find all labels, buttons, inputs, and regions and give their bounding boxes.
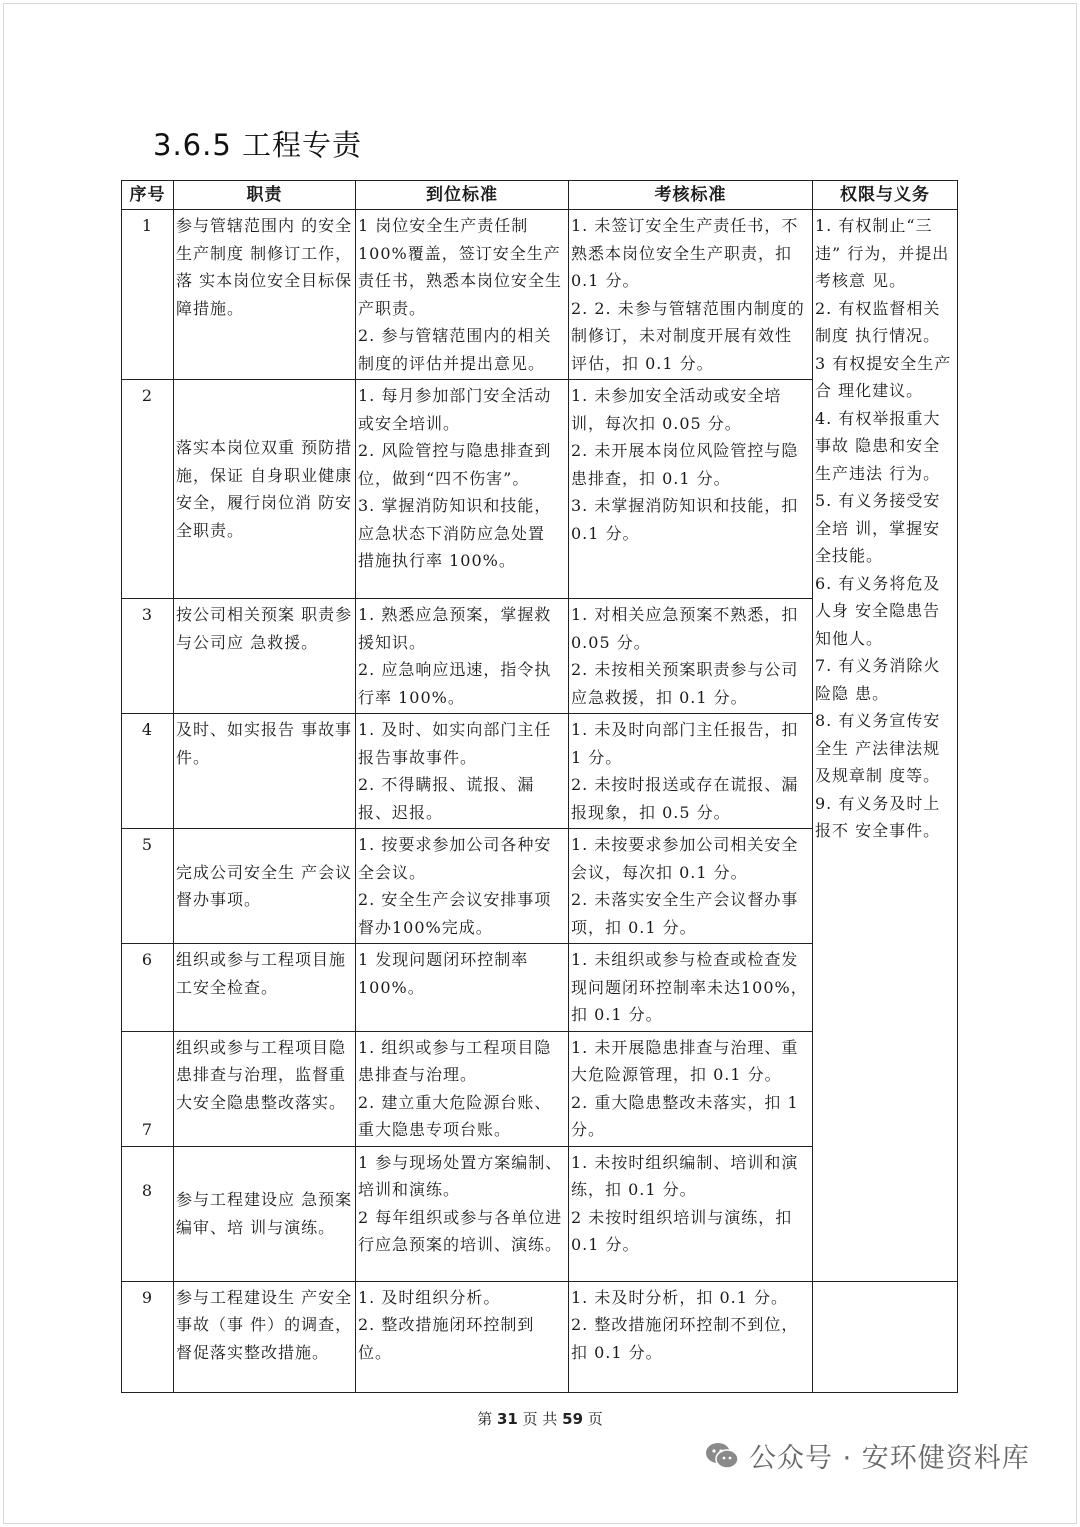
standard-item: 2. 安全生产会议安排事项督办100%完成。 [358, 890, 552, 937]
standard-cell [356, 829, 569, 944]
wechat-watermark [705, 1436, 1030, 1475]
assessment-cell [569, 944, 813, 1032]
row-number: 8 [122, 1146, 174, 1281]
table-header-row [122, 181, 958, 210]
standard-item: 2. 应急响应迅速，指令执 行率 100%。 [358, 660, 552, 707]
standard-item: 1. 按要求参加公司各种安全会议。 [358, 835, 552, 882]
assessment-item: 2. 未开展本岗位风险管控与隐患排查，扣 0.1 分。 [571, 441, 799, 488]
assessment-cell [569, 829, 813, 944]
assessment-item: 2. 未按相关预案职责参与公司应急救援，扣 0.1 分。 [571, 660, 799, 707]
duty-cell: 参与工程建设生 产安全事故（事 件）的调查，督促落实整改措施。 [174, 1281, 356, 1392]
assessment-item: 1. 未及时分析，扣 0.1 分。 [571, 1287, 788, 1307]
assessment-item: 1. 未及时向部门主任报告，扣 1 分。 [571, 720, 799, 767]
standard-item: 1 参与现场处置方案编制、培训和演练。 [358, 1152, 563, 1199]
assessment-cell [569, 380, 813, 599]
standard-item: 2. 风险管控与隐患排查到位，做到“四不伤害”。 [358, 441, 552, 488]
standard-cell [356, 944, 569, 1032]
duty-cell: 按公司相关预案 职责参与公司应 急救援。 [174, 599, 356, 714]
rights-item: 7. 有义务消除火险隐 患。 [815, 656, 941, 703]
row-number: 5 [122, 829, 174, 944]
assessment-item: 2. 2. 未参与管辖范围内制度的 制修订，未对制度开展有效性 评估，扣 0.1 分。 [571, 298, 805, 373]
section-title: 3.6.5 工程专责 [153, 128, 363, 162]
rights-item: 2. 有权监督相关制度 执行情况。 [815, 298, 941, 345]
standard-item: 2. 建立重大危险源台账、 重大隐患专项台账。 [358, 1092, 552, 1139]
duty-cell: 参与管辖范围内 的安全生产制度 制修订工作，落 实本岗位安全目标保障措施。 [174, 210, 356, 380]
current-page-number: 31 [496, 1410, 518, 1428]
rights-item: 3 有权提安全生产合 理化建议。 [815, 353, 952, 400]
assessment-item: 1. 未组织或参与检查或检查发现问题闭环控制率未达100%，扣 0.1 分。 [571, 950, 808, 1024]
rights-item: 5. 有义务接受安全培 训，掌握安全技能。 [815, 491, 941, 565]
assessment-item: 1. 对相关应急预案不熟悉，扣 0.05 分。 [571, 605, 799, 652]
rights-item: 8. 有义务宣传安全生 产法律法规及规章制 度等。 [815, 711, 941, 785]
header-standard: 到位标准 [356, 181, 569, 210]
header-seq: 序号 [122, 181, 174, 210]
standard-cell [356, 1146, 569, 1281]
wechat-icon [705, 1442, 739, 1470]
standard-item: 1. 每月参加部门安全活动 或安全培训。 [358, 386, 552, 433]
watermark-text: 公众号 · 安环健资料库 [749, 1443, 1030, 1474]
standard-item: 2. 不得瞒报、谎报、漏报、迟报。 [358, 775, 535, 822]
assessment-item: 1. 未签订安全生产责任书，不熟悉本岗位安全生产职责，扣0.1 分。 [571, 216, 799, 290]
assessment-item: 2. 整改措施闭环控制不到位，扣 0.1 分。 [571, 1315, 799, 1362]
assessment-item: 2. 重大隐患整改未落实，扣 1 分。 [571, 1092, 799, 1139]
row-number: 3 [122, 599, 174, 714]
standard-cell [356, 714, 569, 829]
standard-item: 1 发现问题闭环控制率100%。 [358, 950, 529, 997]
header-assessment: 考核标准 [569, 181, 813, 210]
assessment-item: 2. 未落实安全生产会议督办事项，扣 0.1 分。 [571, 890, 799, 937]
standard-item: 1 岗位安全生产责任制100%覆盖，签订安全生产责任书，熟悉本岗位安全生产职责。 [358, 216, 563, 318]
standard-cell [356, 380, 569, 599]
row-number: 2 [122, 380, 174, 599]
page-footer [0, 1408, 1080, 1429]
assessment-cell [569, 599, 813, 714]
standard-item: 1. 组织或参与工程项目隐 患排查与治理。 [358, 1037, 552, 1084]
row-number: 7 [122, 1031, 174, 1146]
assessment-cell [569, 1031, 813, 1146]
assessment-item: 2 未按时组织培训与演练，扣0.1 分。 [571, 1207, 793, 1254]
duty-cell: 落实本岗位双重 预防措施，保证 自身职业健康安全，履行岗位消 防安全职责。 [174, 380, 356, 599]
duty-cell: 参与工程建设应 急预案编审、培 训与演练。 [174, 1146, 356, 1281]
assessment-cell [569, 210, 813, 380]
rights-item: 1. 有权制止“三违” 行为，并提出考核意 见。 [815, 216, 950, 290]
footer-middle: 页 共 [517, 1410, 563, 1428]
rights-item: 6. 有义务将危及人身 安全隐患告知他人。 [815, 573, 941, 648]
assessment-cell [569, 714, 813, 829]
duty-cell: 及时、如实报告 事故事件。 [174, 714, 356, 829]
row-number: 1 [122, 210, 174, 380]
row-number: 9 [122, 1281, 174, 1392]
rights-item: 9. 有义务及时上报不 安全事件。 [815, 793, 941, 840]
rights-item: 4. 有权举报重大事故 隐患和安全生产违法 行为。 [815, 408, 941, 483]
table-row [122, 1281, 958, 1392]
standard-cell [356, 1281, 569, 1392]
assessment-item: 1. 未按时组织编制、培训和演练，扣 0.1 分。 [571, 1152, 799, 1199]
standard-item: 2. 参与管辖范围内的相关制度的评估并提出意见。 [358, 326, 552, 373]
standard-item: 3. 掌握消防知识和技能，应急状态下消防应急处置 措施执行率 100%。 [358, 496, 552, 570]
standard-item: 1. 熟悉应急预案，掌握救 援知识。 [358, 605, 552, 652]
assessment-item: 1. 未开展隐患排查与治理、重大危险源管理，扣 0.1 分。 [571, 1037, 799, 1084]
standard-item: 1. 及时组织分析。 [358, 1287, 501, 1307]
duty-cell: 完成公司安全生 产会议督办事项。 [174, 829, 356, 944]
total-page-number: 59 [562, 1410, 584, 1428]
standard-cell [356, 1031, 569, 1146]
assessment-cell [569, 1146, 813, 1281]
header-rights: 权限与义务 [813, 181, 958, 210]
standard-cell [356, 599, 569, 714]
footer-prefix: 第 [477, 1410, 497, 1428]
standard-item: 2 每年组织或参与各单位进行应急预案的培训、演练。 [358, 1207, 563, 1254]
header-duty: 职责 [174, 181, 356, 210]
assessment-item: 2. 未按时报送或存在谎报、漏报现象，扣 0.5 分。 [571, 775, 799, 822]
standard-item: 2. 整改措施闭环控制到位。 [358, 1315, 535, 1362]
standard-cell [356, 210, 569, 380]
duty-cell: 组织或参与工程项目施工安全检查。 [174, 944, 356, 1032]
row-number: 4 [122, 714, 174, 829]
row-number: 6 [122, 944, 174, 1032]
assessment-item: 1. 未按要求参加公司相关安全会议，每次扣 0.1 分。 [571, 835, 799, 882]
duty-cell: 组织或参与工程项目隐患排查与治理，监督重大安全隐患整改落实。 [174, 1031, 356, 1146]
rights-empty-cell [813, 1281, 958, 1392]
standard-item: 1. 及时、如实向部门主任报告事故事件。 [358, 720, 552, 767]
assessment-item: 1. 未参加安全活动或安全培训，每次扣 0.05 分。 [571, 386, 782, 433]
table-row [122, 210, 958, 380]
duty-table [121, 180, 958, 1393]
assessment-item: 3. 未掌握消防知识和技能，扣 0.1 分。 [571, 496, 799, 543]
footer-suffix: 页 [583, 1410, 603, 1428]
assessment-cell [569, 1281, 813, 1392]
rights-cell [813, 210, 958, 1282]
